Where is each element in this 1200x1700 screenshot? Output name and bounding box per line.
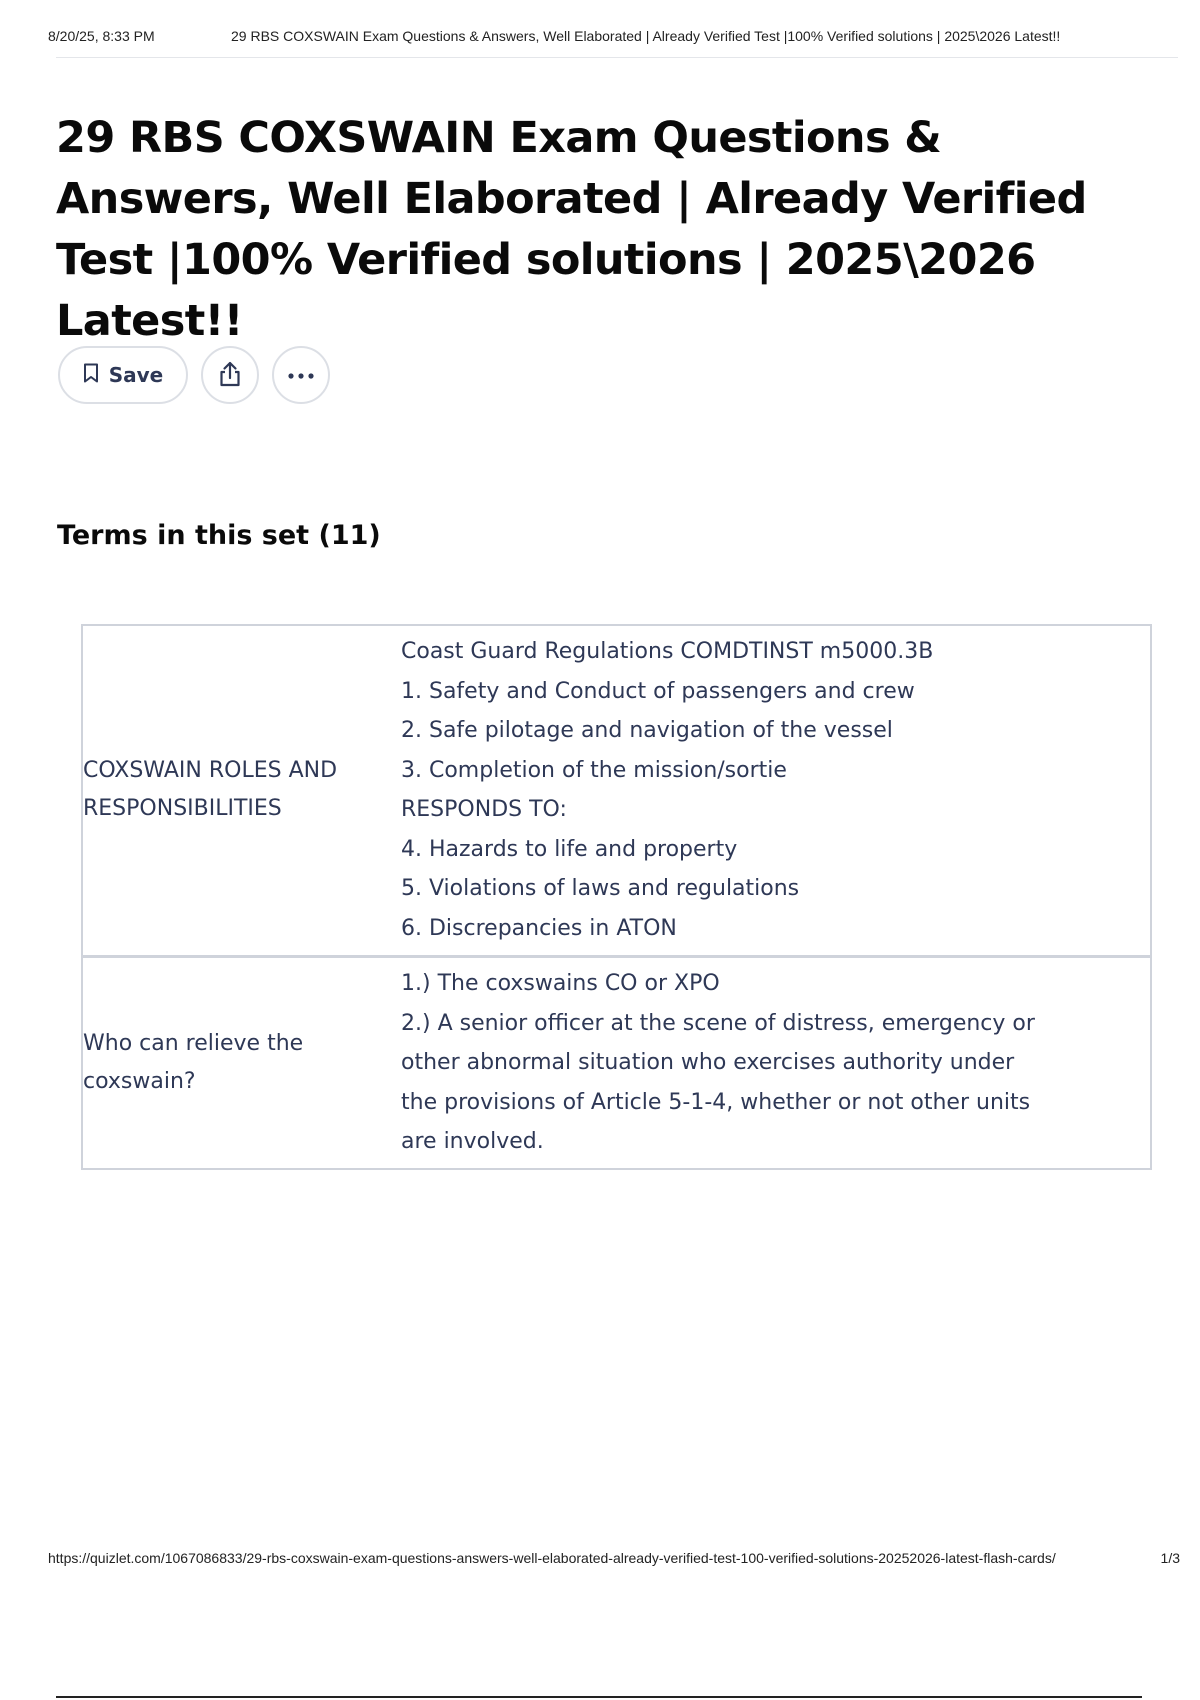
print-datetime: 8/20/25, 8:33 PM bbox=[48, 28, 155, 44]
term-text: Who can relieve the coxswain? bbox=[83, 1030, 304, 1094]
term-cell bbox=[82, 956, 401, 1169]
print-footer bbox=[48, 1550, 1180, 1566]
bottom-divider bbox=[56, 1696, 1142, 1698]
share-button[interactable] bbox=[201, 346, 259, 404]
terms-heading: Terms in this set (11) bbox=[57, 520, 381, 551]
definition-line: 6. Discrepancies in ATON bbox=[401, 915, 677, 941]
definition-line: 5. Violations of laws and regulations bbox=[401, 876, 800, 902]
definition-line: 3. Completion of the mission/sortie bbox=[401, 757, 787, 783]
page-title: 29 RBS COXSWAIN Exam Questions & Answers, Well Elaborated | Already Verified Test |100% Verified solutions | 2025\2026 Latest!! bbox=[56, 113, 1087, 346]
term-text: COXSWAIN ROLES AND RESPONSIBILITIES bbox=[83, 758, 338, 822]
definition-cell bbox=[401, 956, 1151, 1169]
definition-line: 4. Hazards to life and property bbox=[401, 836, 738, 862]
print-header bbox=[48, 28, 1176, 44]
definition-line: 2. Safe pilotage and navigation of the vessel bbox=[401, 718, 893, 744]
definition-line: 1. Safety and Conduct of passengers and crew bbox=[401, 678, 915, 704]
definition-line: RESPONDS TO: bbox=[401, 797, 567, 823]
action-bar bbox=[58, 346, 330, 404]
page-indicator: 1/3 bbox=[1160, 1550, 1180, 1566]
more-horizontal-icon bbox=[287, 368, 315, 383]
definition-line: 2.) A senior officer at the scene of distress, emergency or other abnormal situation who exercises authority under the provisions of Article 5-1-4, whether or not other units are involved. bbox=[401, 1010, 1035, 1154]
print-document-title: 29 RBS COXSWAIN Exam Questions & Answers, Well Elaborated | Already Verified Test |100% Verified solutions | 2025\2026 Latest!! bbox=[231, 28, 1061, 44]
save-button[interactable] bbox=[58, 346, 188, 404]
bookmark-icon bbox=[83, 363, 99, 388]
save-button-label: Save bbox=[108, 363, 164, 387]
terms-table bbox=[81, 624, 1152, 1170]
definition-line: 1.) The coxswains CO or XPO bbox=[401, 971, 720, 996]
page-url: https://quizlet.com/1067086833/29-rbs-coxswain-exam-questions-answers-well-elaborated-already-verified-test-100-verified-solutions-20252026-latest-flash-cards/ bbox=[48, 1550, 1056, 1566]
definition-cell bbox=[401, 625, 1151, 956]
term-row bbox=[82, 956, 1151, 1169]
header-divider bbox=[56, 57, 1178, 58]
term-row bbox=[82, 625, 1151, 956]
more-options-button[interactable] bbox=[272, 346, 330, 404]
definition-line: Coast Guard Regulations COMDTINST m5000.3B bbox=[401, 639, 934, 665]
share-icon bbox=[217, 360, 243, 391]
term-cell bbox=[82, 625, 401, 956]
